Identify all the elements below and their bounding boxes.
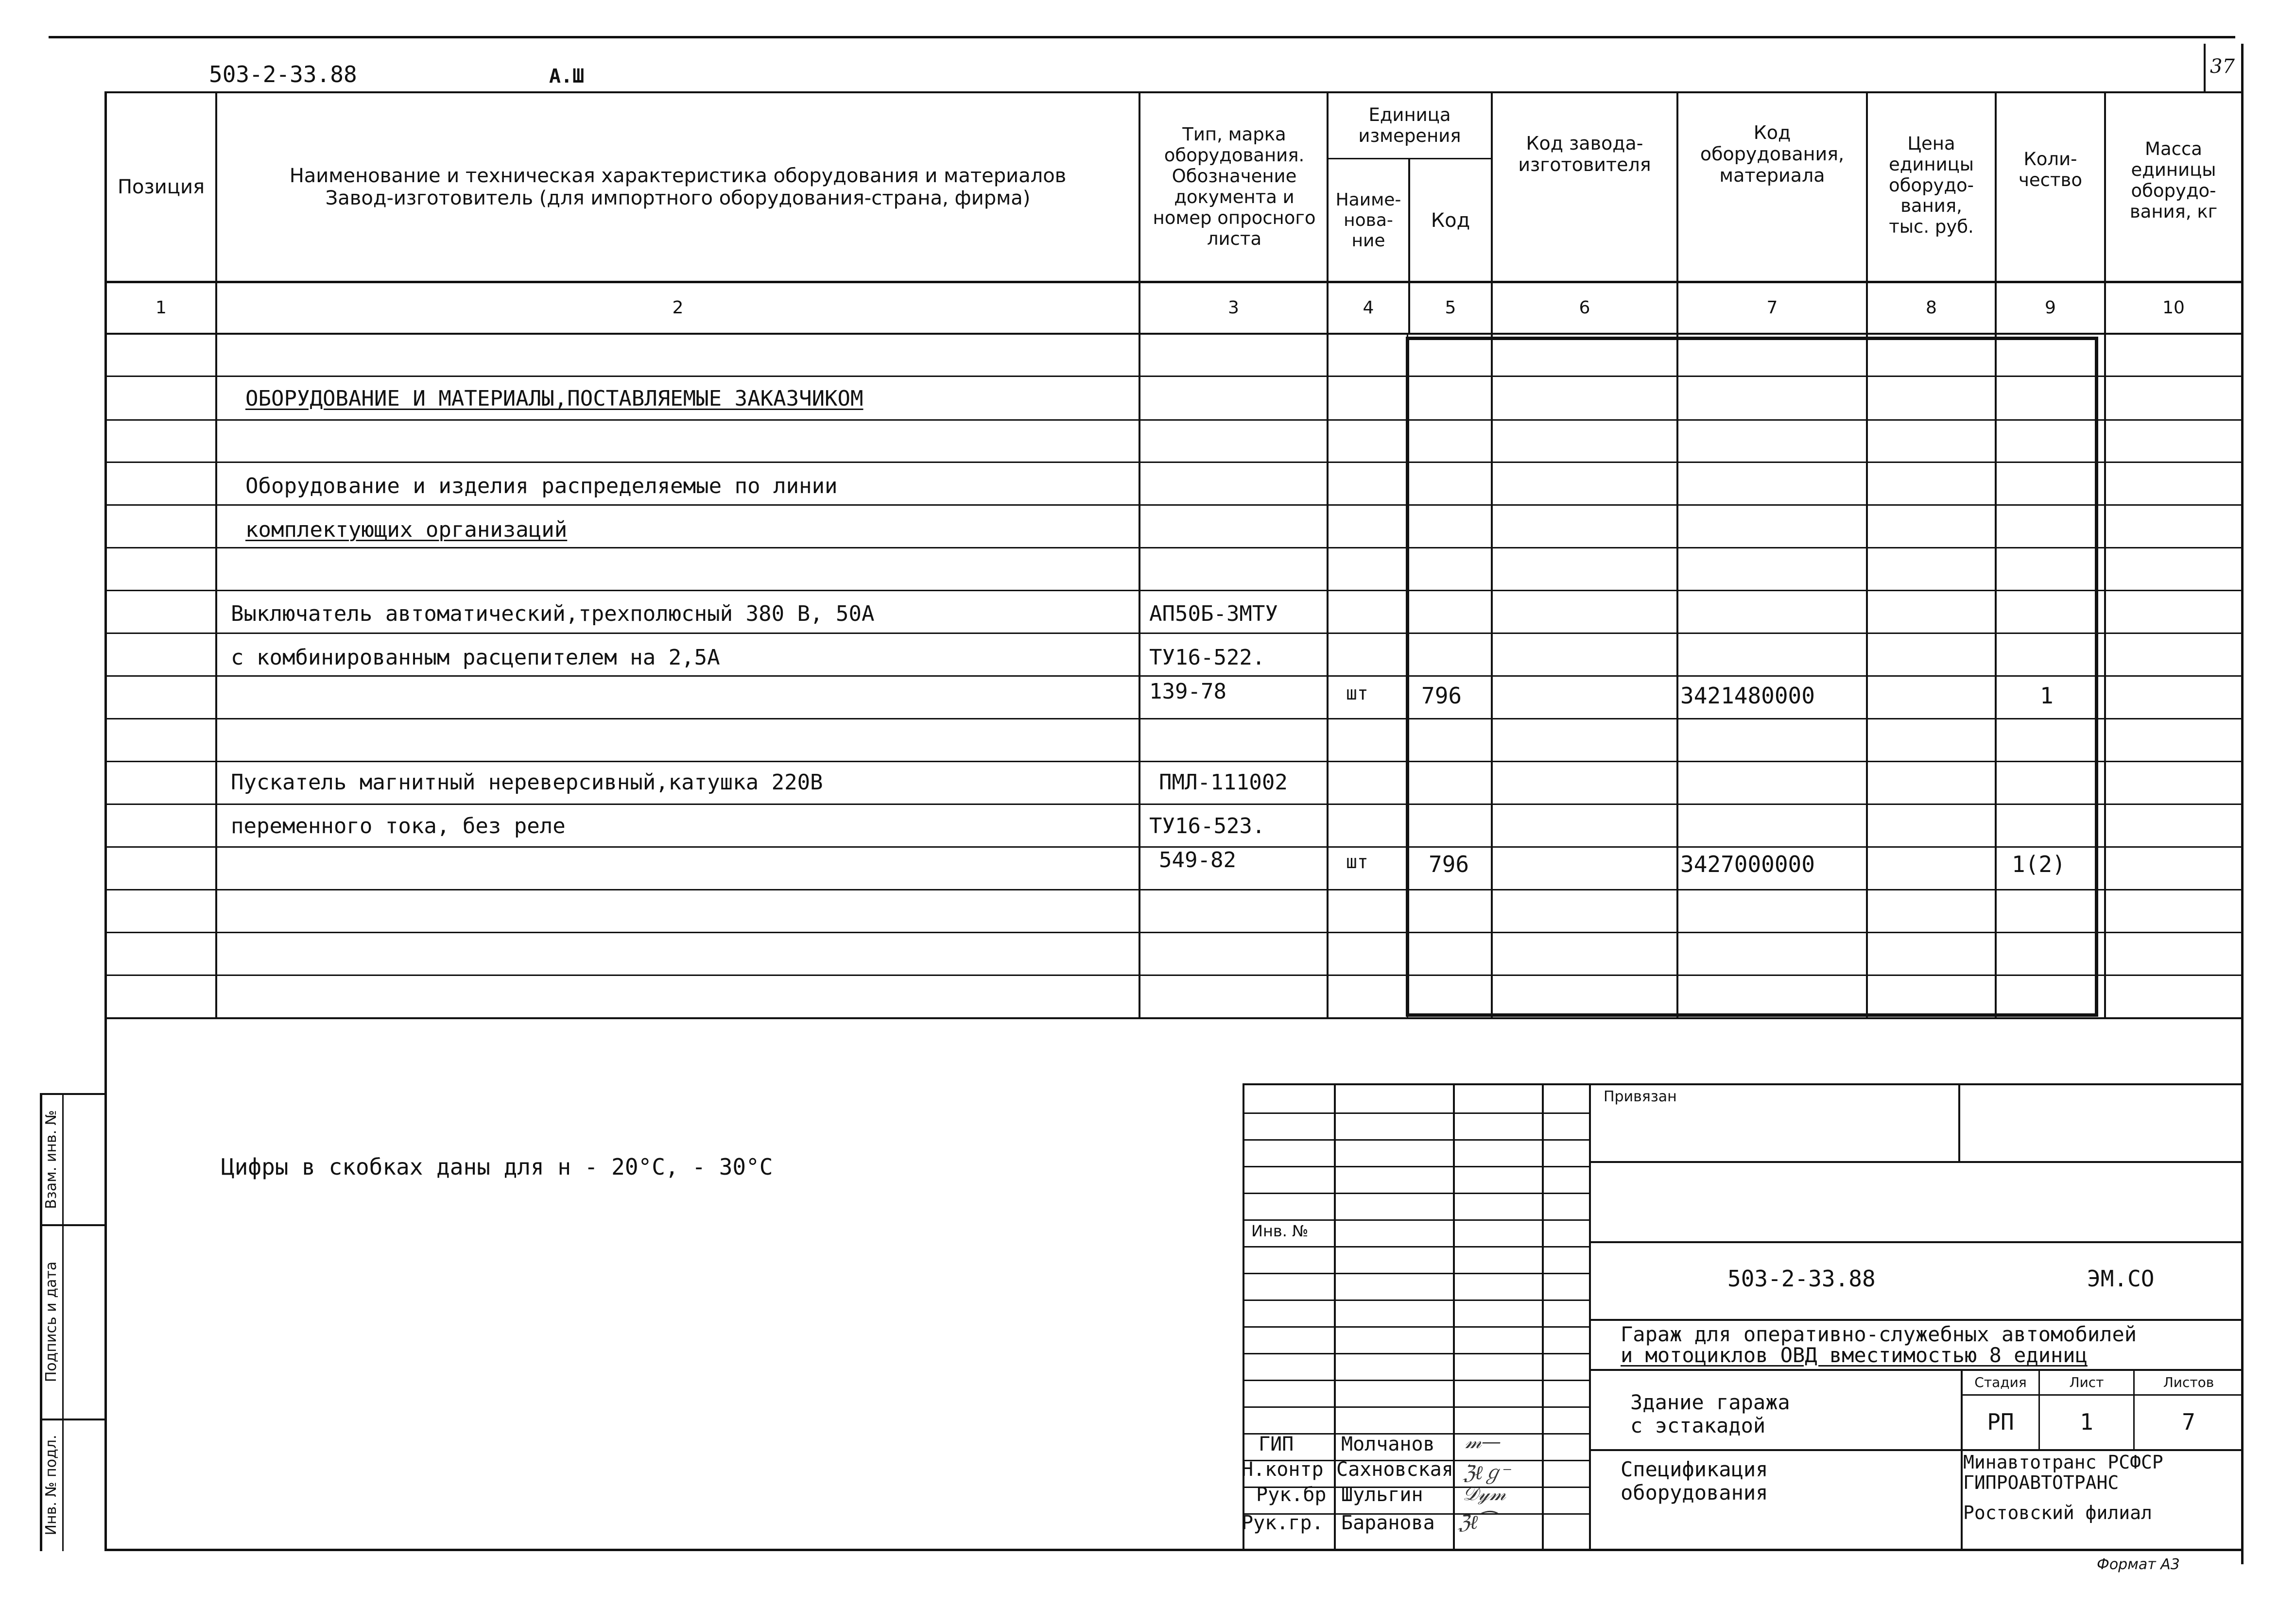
item2-name-line1: Пускатель магнитный нереверсивный,катушка 220В	[231, 770, 823, 795]
item2-type-line2: ТУ16-523.	[1149, 814, 1265, 838]
signature-4: ℨℓ⁀	[1458, 1511, 1494, 1534]
name-brigade-head: Шульгин	[1341, 1484, 1423, 1506]
sheet-number: 37	[2210, 55, 2235, 78]
item2-quantity: 1(2)	[2012, 851, 2066, 877]
inventory-number-label: Инв. №	[1251, 1222, 1309, 1240]
col-number-5: 5	[1445, 298, 1456, 318]
signature-1: 𝓂—	[1465, 1431, 1501, 1453]
item2-unit: шт	[1346, 851, 1368, 872]
col-number-7: 7	[1766, 298, 1778, 318]
organization-line1: Минавтотранс РСФСР	[1963, 1452, 2163, 1473]
header-type: Тип, марка оборудования. Обозначение документа и номер опросного листа	[1153, 124, 1316, 249]
col-number-3: 3	[1228, 298, 1239, 318]
header-mass: Масса единицы оборудо-вания, кг	[2129, 138, 2218, 222]
col-number-4: 4	[1363, 298, 1374, 318]
header-unit-code: Код	[1431, 209, 1470, 232]
role-chief-engineer: ГИП	[1259, 1433, 1294, 1455]
side-label-signature-date: Подпись и дата	[43, 1261, 60, 1383]
name-norm-control: Сахновская	[1336, 1458, 1453, 1481]
sheet-value: 1	[2080, 1409, 2093, 1436]
header-name-line2: Завод-изготовитель (для импортного оборудования-страна, фирма)	[325, 187, 1031, 209]
sheets-total-value: 7	[2182, 1409, 2195, 1436]
col-number-2: 2	[672, 298, 684, 318]
stamp-document-code: 503-2-33.88	[1727, 1265, 1876, 1292]
item2-type-line1: ПМЛ-111002	[1159, 770, 1288, 795]
item1-code: 796	[1421, 683, 1462, 709]
item1-unit: шт	[1346, 683, 1368, 704]
sheet-label: Лист	[2069, 1374, 2104, 1390]
side-label-replaced-inventory: Взам. инв. №	[43, 1110, 60, 1209]
item1-name-line1: Выключатель автоматический,трехполюсный 380 В, 50А	[231, 601, 875, 626]
col-number-6: 6	[1579, 298, 1590, 318]
name-group-head: Баранова	[1341, 1512, 1435, 1534]
item1-name-line2: с комбинированным расцепителем на 2,5А	[231, 645, 720, 670]
organization-line2: ГИПРОАВТОТРАНС	[1963, 1472, 2119, 1493]
side-label-original-inventory: Инв. № подл.	[43, 1435, 60, 1536]
header-unit: Единица измерения	[1358, 104, 1461, 146]
col-number-1: 1	[155, 298, 167, 318]
header-price: Цена единицы оборудо-вания, тыс. руб.	[1888, 133, 1974, 238]
sheets-total-label: Листов	[2163, 1374, 2214, 1390]
document-title-line2: оборудования	[1621, 1481, 1768, 1504]
header-quantity: Коли-чество	[2019, 149, 2082, 190]
name-chief-engineer: Молчанов	[1341, 1433, 1435, 1455]
signature-3: 𝒟𝓎𝓂	[1463, 1483, 1506, 1505]
stage-label: Стадия	[1974, 1374, 2027, 1390]
building-name-line1: Здание гаража	[1630, 1390, 1790, 1414]
col-number-9: 9	[2045, 298, 2056, 318]
footnote: Цифры в скобках даны для н - 20°С, - 30°С	[221, 1154, 773, 1180]
item2-type-line3: 549-82	[1159, 848, 1236, 872]
bound-label: Привязан	[1604, 1088, 1677, 1105]
item2-code: 796	[1429, 851, 1469, 877]
item2-material-code: 3427000000	[1680, 851, 1815, 877]
document-code: 503-2-33.88	[209, 61, 357, 87]
item2-name-line2: переменного тока, без реле	[231, 814, 566, 838]
subtitle-line2: комплектующих организаций	[245, 517, 568, 542]
album-label: А.Ш	[549, 65, 585, 87]
role-brigade-head: Рук.бр	[1256, 1484, 1327, 1506]
signature-2: ℨℓℊ⁻	[1463, 1462, 1513, 1484]
document-title-line1: Спецификация	[1621, 1457, 1768, 1481]
subtitle-line1: Оборудование и изделия распределяемые по линии	[245, 474, 838, 498]
header-manufacturer-code: Код завода-изготовителя	[1518, 132, 1651, 175]
stamp-document-mark: ЭМ.СО	[2087, 1265, 2155, 1292]
item1-type-line1: АП50Б-3МТУ	[1149, 601, 1278, 626]
item1-type-line2: ТУ16-522.	[1149, 645, 1265, 670]
header-unit-name: Наиме-нова-ние	[1335, 190, 1401, 251]
role-group-head: Рук.гр.	[1242, 1512, 1324, 1534]
col-number-8: 8	[1926, 298, 1937, 318]
object-name-line2: и мотоциклов ОВД вместимостью 8 единиц	[1621, 1343, 2088, 1367]
section-title: ОБОРУДОВАНИЕ И МАТЕРИАЛЫ,ПОСТАВЛЯЕМЫЕ ЗАКАЗЧИКОМ	[245, 386, 863, 411]
header-name	[217, 93, 1139, 281]
role-norm-control: Н.контр	[1242, 1458, 1324, 1481]
header-position: Позиция	[117, 175, 205, 198]
item1-quantity: 1	[2040, 683, 2054, 709]
stage-value: РП	[1987, 1409, 2014, 1436]
object-name-line1: Гараж для оперативно-служебных автомобилей	[1621, 1322, 2137, 1346]
header-material-code: Код оборудования, материала	[1700, 121, 1845, 187]
header-name-line1: Наименование и техническая характеристика оборудования и материалов	[289, 164, 1067, 187]
building-name-line2: с эстакадой	[1630, 1414, 1766, 1437]
paper-format: Формат А3	[2097, 1556, 2180, 1573]
col-number-10: 10	[2162, 298, 2185, 318]
organization-line3: Ростовский филиал	[1963, 1502, 2152, 1523]
item1-material-code: 3421480000	[1680, 683, 1815, 709]
item1-type-line3: 139-78	[1149, 679, 1226, 704]
